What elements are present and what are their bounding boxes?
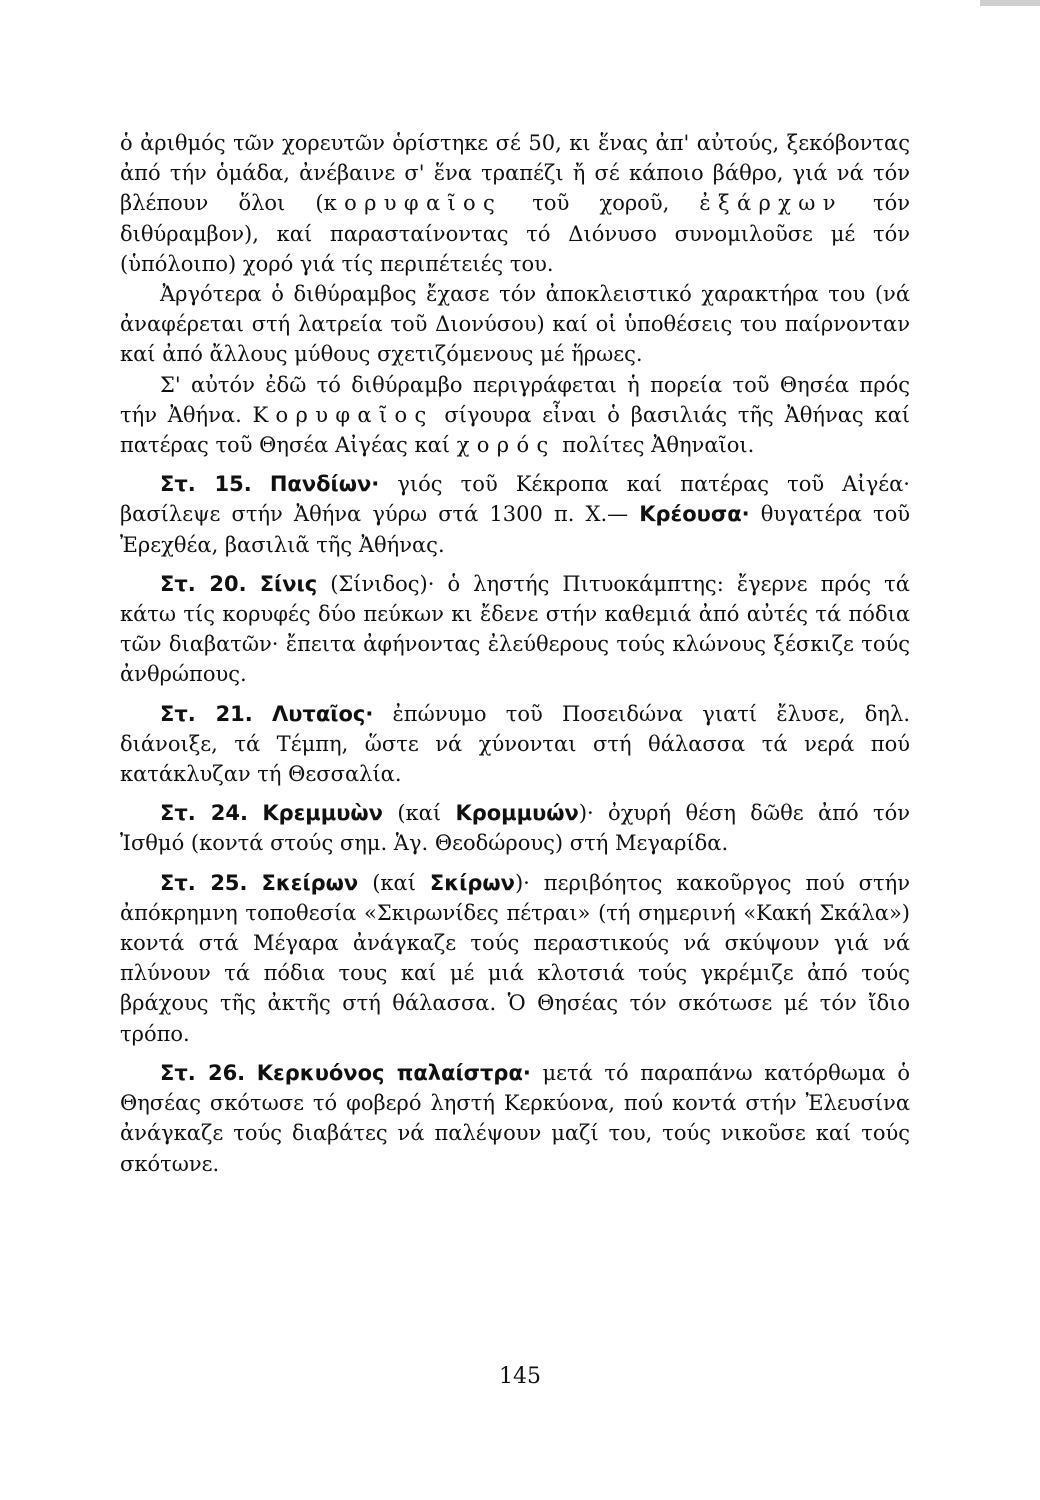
note-line-15: Στ. 15. Πανδίων· γιός τοῦ Κέκροπα καί πατέρας τοῦ Αἰγέα· βασίλεψε στήν Ἀθήνα γύρω στά 1300 π. Χ.— Κρέουσα· θυγατέρα τοῦ Ἐρεχθέα, βασιλιᾶ τῆς Ἀθήνας. (120, 472, 910, 557)
term-koryfaios: κορυφαῖος (323, 191, 503, 216)
headword: Κερκυόνος παλαίστρα· (256, 1060, 531, 1085)
scan-edge-mark (980, 0, 1040, 6)
line-reference: Στ. 26. (160, 1060, 246, 1085)
headword-secondary: Κρομμυών (455, 801, 579, 826)
headword: Σίνις (259, 571, 318, 596)
note-line-24: Στ. 24. Κρεμμυὼν (καί Κρομμυών)· ὀχυρή θέση δῶθε ἀπό τόν Ἰσθμό (κοντά στούς σημ. Ἁγ. Θεοδώρους) στή Μεγαρίδα. (120, 801, 910, 856)
headword-secondary: Σκίρων (429, 870, 515, 895)
headword: Κρεμμυὼν (262, 801, 383, 826)
line-reference: Στ. 15. (160, 472, 252, 497)
headword: Σκείρων (261, 870, 359, 895)
note-line-26: Στ. 26. Κερκυόνος παλαίστρα· μετά τό παραπάνω κατόρθωμα ὁ Θησέας σκότωσε τό φοβερό ληστή Κερκύονα, πού κοντά στήν Ἐλευσίνα ἀνάγκαζε τούς διαβάτες νά παλέψουν μαζί του, τούς νικοῦσε καί τούς σκότωνε. (120, 1060, 910, 1176)
note-line-20: Στ. 20. Σίνις (Σίνιδος)· ὁ ληστής Πιτυοκάμπτης: ἔγερνε πρός τά κάτω τίς κορυφές δύο πεύκων κι ἔδενε στήν καθεμιά ἀπό αὐτές τά πόδια τῶν διαβατῶν· ἔπειτα ἀφήνοντας ἐλεύθερους τούς κλώνους ξέσκιζε τούς ἀνθρώπους. (120, 571, 910, 687)
headword: Πανδίων· (269, 472, 380, 497)
term-exarchon: ἐξάρχων (699, 191, 843, 216)
line-reference: Στ. 20. (160, 571, 247, 596)
term-koryfaios-2: Κορυφαῖος (252, 402, 434, 427)
term-choros: χορός (456, 433, 556, 458)
note-line-25: Στ. 25. Σκείρων (καί Σκίρων)· περιβόητος κακοῦργος πού στήν ἀπόκρημνη τοποθεσία «Σκιρωνίδες πέτραι» (τή σημερινή «Κακή Σκάλα») κοντά στά Μέγαρα ἀνάγκαζε τούς περαστικούς νά σκύψουν γιά νά πλύνουν τά πόδια τους καί μέ μιά κλοτσιά τούς γκρέμιζε ἀπό τούς βράχους τῆς ἀκτῆς στή θάλασσα. Ὁ Θησέας τόν σκότωσε μέ τόν ἴδιο τρόπο. (120, 870, 910, 1046)
page-number: 145 (499, 1364, 541, 1389)
paragraph-dithyramb-history: Ἀργότερα ὁ διθύραμβος ἔχασε τόν ἀποκλειστικό χαρακτήρα του (νά ἀναφέρεται στή λατρεία τοῦ Διονύσου) καί οἱ ὑποθέσεις του παίρνονταν καί ἀπό ἄλλους μύθους σχετιζόμενους μέ ἥρωες. (120, 282, 910, 367)
paragraph-theseus-route: Σ' αὐτόν ἐδῶ τό διθύραμβο περιγράφεται ἡ πορεία τοῦ Θησέα πρός τήν Ἀθήνα. Κορυφαῖος σίγουρα εἶναι ὁ βασιλιάς τῆς Ἀθήνας καί πατέρας τοῦ Θησέα Αἰγέας καί χορός πολίτες Ἀθηναῖοι. (120, 372, 910, 458)
headword-secondary: Κρέουσα· (639, 502, 750, 527)
line-reference: Στ. 24. (160, 801, 248, 826)
note-line-21: Στ. 21. Λυταῖος· ἐπώνυμο τοῦ Ποσειδώνα γιατί ἔλυσε, δηλ. διάνοιξε, τά Τέμπη, ὥστε νά χύνονται στή θάλασσα τά νερά πού κατάκλυζαν τή Θεσσαλία. (120, 701, 910, 787)
line-reference: Στ. 21. (160, 701, 253, 726)
paragraph-intro-continuation: ὁ ἀριθμός τῶν χορευτῶν ὁρίστηκε σέ 50, κι ἕνας ἀπ' αὐτούς, ξεκόβοντας ἀπό τήν ὁμάδα, ἀνέβαινε σ' ἕνα τραπέζι ἤ σέ κάποιο βάθρο, γιά νά τόν βλέπουν ὅλοι (κορυφαῖος τοῦ χοροῦ, ἐξάρχων τόν διθύραμβον), καί παρασταίνοντας τό Διόνυσο συνομιλοῦσε μέ τόν (ὑπόλοιπο) χορό γιά τίς περιπέτειές του. (120, 131, 911, 276)
headword: Λυταῖος· (272, 701, 374, 726)
line-reference: Στ. 25. (160, 870, 248, 895)
body-text (120, 128, 910, 1179)
